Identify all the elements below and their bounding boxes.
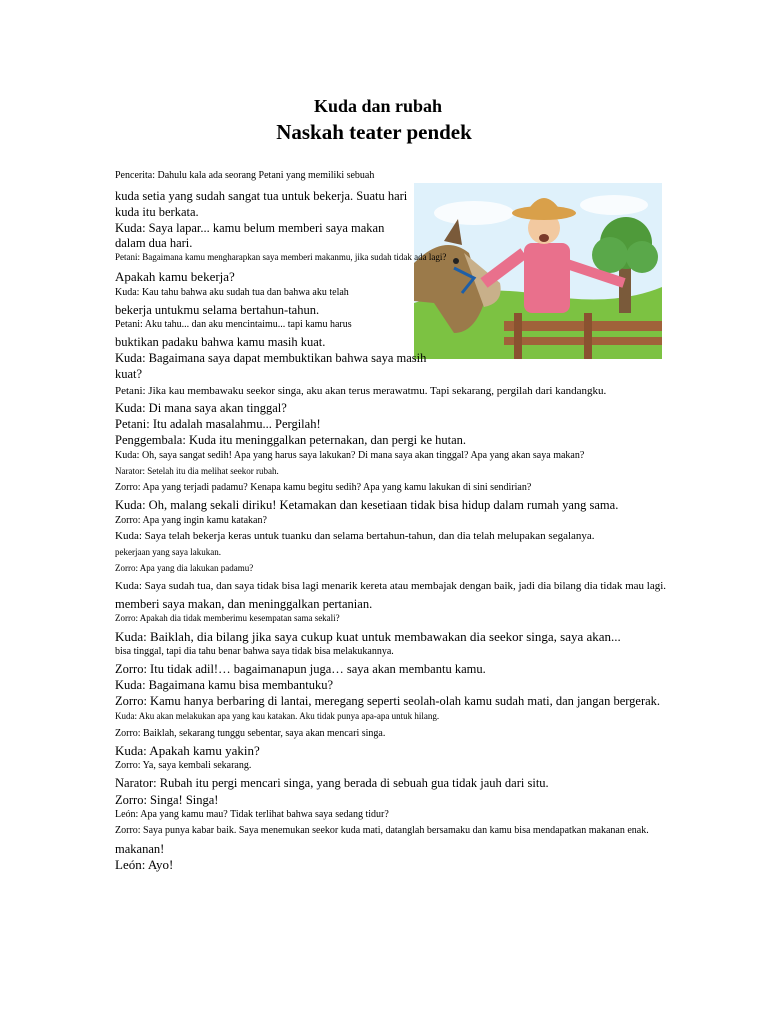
script-line: bekerja untukmu selama bertahun-tahun. — [115, 303, 320, 317]
script-line: Kuda: Oh, malang sekali diriku! Ketamakan dan kesetiaan tidak bisa hidup dalam rumah yang sama. — [115, 498, 619, 512]
script-line: Zorro: Kamu hanya berbaring di lantai, meregang seperti seolah-olah kamu sudah mati, dan jangan bergerak. — [115, 694, 661, 708]
script-line: Penggembala: Kuda itu meninggalkan peternakan, dan pergi ke hutan. — [115, 433, 467, 447]
script-line: Kuda: Apakah kamu yakin? — [115, 743, 260, 758]
script-line: Zorro: Saya punya kabar baik. Saya menemukan seekor kuda mati, datanglah bersamaku dan kamu bisa mendapatkan makanan enak. — [115, 825, 649, 836]
script-line: Zorro: Apa yang terjadi padamu? Kenapa kamu begitu sedih? Apa yang kamu lakukan di sini sendirian? — [115, 482, 532, 493]
script-line: Petani: Itu adalah masalahmu... Pergilah! — [115, 417, 321, 431]
script-line: pekerjaan yang saya lakukan. — [115, 547, 221, 557]
script-line: dalam dua hari. — [115, 236, 193, 250]
illustration-svg — [414, 183, 662, 359]
script-line: Kuda: Kau tahu bahwa aku sudah tua dan bahwa aku telah — [115, 287, 349, 298]
script-line: Petani: Bagaimana kamu mengharapkan saya memberi makanmu, jika sudah tidak ada lagi? — [115, 252, 447, 262]
script-line: Kuda: Saya lapar... kamu belum memberi saya makan — [115, 221, 385, 235]
script-line: Pencerita: Dahulu kala ada seorang Petani yang memiliki sebuah — [115, 170, 375, 181]
script-line: Zorro: Singa! Singa! — [115, 793, 219, 807]
script-line: Narator: Setelah itu dia melihat seekor rubah. — [115, 466, 279, 476]
script-line: kuda itu berkata. — [115, 205, 199, 219]
script-line: Zorro: Itu tidak adil!… bagaimanapun juga… saya akan membantu kamu. — [115, 662, 486, 676]
script-line: León: Apa yang kamu mau? Tidak terlihat bahwa saya sedang tidur? — [115, 809, 389, 820]
script-line: Zorro: Apa yang dia lakukan padamu? — [115, 563, 254, 573]
script-line: Kuda: Bagaimana saya dapat membuktikan bahwa saya masih — [115, 351, 427, 365]
script-line: kuat? — [115, 367, 143, 381]
script-line: Apakah kamu bekerja? — [115, 269, 235, 284]
script-line: Zorro: Apa yang ingin kamu katakan? — [115, 515, 267, 526]
script-line: bisa tinggal, tapi dia tahu benar bahwa saya tidak bisa melakukannya. — [115, 646, 394, 657]
script-line: Zorro: Baiklah, sekarang tunggu sebentar, saya akan mencari singa. — [115, 728, 386, 739]
script-line: Kuda: Di mana saya akan tinggal? — [115, 401, 287, 415]
farmer-and-horse-illustration — [414, 183, 662, 359]
script-line: Kuda: Oh, saya sangat sedih! Apa yang harus saya lakukan? Di mana saya akan tinggal? Apa yang akan saya makan? — [115, 450, 585, 461]
script-line: makanan! — [115, 842, 165, 856]
script-line: Petani: Jika kau membawaku seekor singa, aku akan terus merawatmu. Tapi sekarang, pergilah dari kandangku. — [115, 385, 607, 397]
script-line: Kuda: Saya sudah tua, dan saya tidak bisa lagi menarik kereta atau membajak dengan baik, jadi dia bilang dia tidak mau lagi. — [115, 580, 667, 592]
script-line: buktikan padaku bahwa kamu masih kuat. — [115, 335, 326, 349]
script-line: Zorro: Ya, saya kembali sekarang. — [115, 760, 252, 771]
document-title: Kuda dan rubah — [313, 96, 443, 116]
script-line: Zorro: Apakah dia tidak memberimu kesempatan sama sekali? — [115, 613, 340, 623]
document-subtitle: Naskah teater pendek — [276, 120, 472, 144]
script-line: Narator: Rubah itu pergi mencari singa, yang berada di sebuah gua tidak jauh dari situ. — [115, 776, 549, 790]
script-line: Kuda: Aku akan melakukan apa yang kau katakan. Aku tidak punya apa-apa untuk hilang. — [115, 711, 440, 721]
script-line: Kuda: Baiklah, dia bilang jika saya cukup kuat untuk membawakan dia seekor singa, saya akan... — [115, 629, 621, 644]
script-line: kuda setia yang sudah sangat tua untuk bekerja. Suatu hari — [115, 189, 408, 203]
script-line: León: Ayo! — [115, 857, 174, 872]
script-line: Kuda: Bagaimana kamu bisa membantuku? — [115, 678, 333, 692]
script-line: Kuda: Saya telah bekerja keras untuk tuanku dan selama bertahun-tahun, dan dia telah melupakan segalanya. — [115, 530, 595, 542]
script-line: Petani: Aku tahu... dan aku mencintaimu... tapi kamu harus — [115, 319, 352, 330]
script-line: memberi saya makan, dan meninggalkan pertanian. — [115, 597, 373, 611]
